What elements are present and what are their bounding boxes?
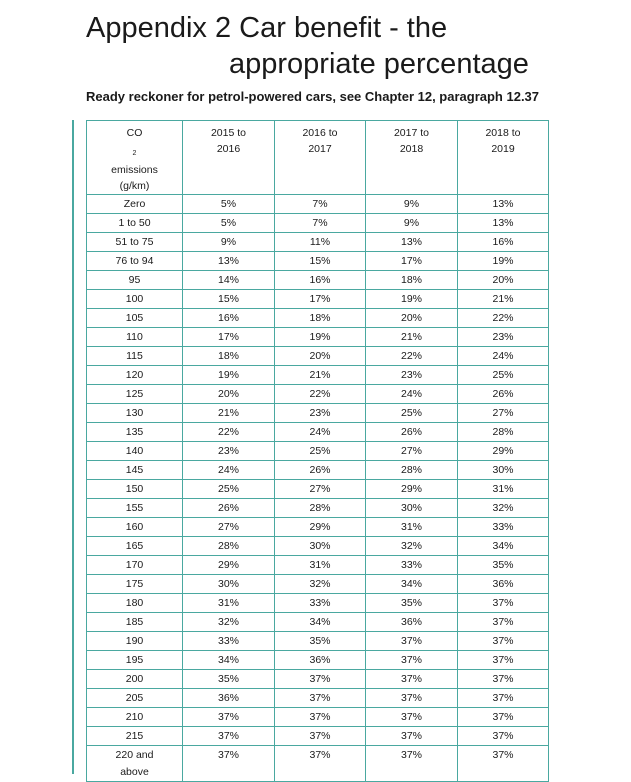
table-row [87, 499, 549, 518]
table-cell: 16% [458, 233, 549, 252]
table-cell: 37% [275, 746, 366, 782]
table-row [87, 670, 549, 689]
table-cell: 37% [275, 670, 366, 689]
table-cell: 25% [366, 404, 458, 423]
header-year-1 [183, 121, 275, 195]
table-row [87, 461, 549, 480]
table-cell: 9% [366, 214, 458, 233]
table-cell: 20% [275, 347, 366, 366]
table-cell: 180 [87, 594, 183, 613]
table-cell: 26% [366, 423, 458, 442]
table-cell: 17% [275, 290, 366, 309]
page-title-line-1: Appendix 2 Car benefit - the [86, 12, 448, 44]
table-cell: 185 [87, 613, 183, 632]
header-year-4 [458, 121, 549, 195]
table-cell: 20% [366, 309, 458, 328]
table-cell: 26% [458, 385, 549, 404]
table-cell: 37% [366, 746, 458, 782]
table-cell: 30% [183, 575, 275, 594]
table-row [87, 594, 549, 613]
table-cell: 22% [183, 423, 275, 442]
table-cell: 34% [458, 537, 549, 556]
table-cell: 13% [458, 214, 549, 233]
table-cell: 37% [458, 670, 549, 689]
table-row [87, 195, 549, 214]
table-cell: 28% [275, 499, 366, 518]
table-cell: 35% [458, 556, 549, 575]
table-cell: 205 [87, 689, 183, 708]
table-cell: 30% [275, 537, 366, 556]
table-cell: 21% [183, 404, 275, 423]
table-cell: 23% [366, 366, 458, 385]
table-row [87, 347, 549, 366]
table-row [87, 708, 549, 727]
table-cell: 140 [87, 442, 183, 461]
table-cell: 23% [275, 404, 366, 423]
table-row-last [87, 746, 549, 782]
page-title [86, 10, 606, 82]
table-cell: 33% [275, 594, 366, 613]
table-row [87, 404, 549, 423]
table-cell: 15% [275, 252, 366, 271]
table-cell: 32% [275, 575, 366, 594]
table-cell: 135 [87, 423, 183, 442]
header-year-2-line-1: 2016 to [302, 127, 338, 139]
table-row [87, 556, 549, 575]
table-cell: 16% [183, 309, 275, 328]
table-cell: 21% [458, 290, 549, 309]
table-cell: 200 [87, 670, 183, 689]
table-cell: 110 [87, 328, 183, 347]
table-cell: 37% [458, 689, 549, 708]
table-cell: 37% [458, 708, 549, 727]
table-cell: 19% [366, 290, 458, 309]
header-year-4-line-2: 2019 [491, 143, 515, 155]
header-co2-emissions [87, 121, 183, 195]
table-cell: 13% [458, 195, 549, 214]
header-co2-subscript: 2 [132, 150, 137, 158]
table-cell: 23% [458, 328, 549, 347]
table-row [87, 518, 549, 537]
table-cell: 24% [366, 385, 458, 404]
table-row [87, 233, 549, 252]
table-cell: 1 to 50 [87, 214, 183, 233]
table-row [87, 366, 549, 385]
table-cell [87, 746, 183, 782]
table-cell: 9% [366, 195, 458, 214]
table-cell: 190 [87, 632, 183, 651]
table-cell: 35% [366, 594, 458, 613]
page-title-line-2: appropriate percentage [229, 48, 529, 80]
table-cell: 36% [275, 651, 366, 670]
header-year-3 [366, 121, 458, 195]
table-cell: 30% [366, 499, 458, 518]
table-cell: 32% [366, 537, 458, 556]
table-cell: 9% [183, 233, 275, 252]
table-cell: 25% [458, 366, 549, 385]
table-cell: 20% [183, 385, 275, 404]
table-cell: 32% [183, 613, 275, 632]
header-year-2 [275, 121, 366, 195]
table-cell: 13% [366, 233, 458, 252]
header-row [87, 121, 549, 195]
table-cell: 37% [458, 613, 549, 632]
table-cell: 19% [275, 328, 366, 347]
table-cell: 18% [183, 347, 275, 366]
table-cell: 19% [458, 252, 549, 271]
table-cell: 27% [275, 480, 366, 499]
table-row [87, 537, 549, 556]
table-row [87, 214, 549, 233]
table-cell: 34% [183, 651, 275, 670]
table-cell: 11% [275, 233, 366, 252]
header-co2: CO [126, 127, 143, 139]
table-cell: 37% [366, 651, 458, 670]
table-cell: 28% [183, 537, 275, 556]
table-cell: 33% [366, 556, 458, 575]
table-cell: 210 [87, 708, 183, 727]
table-cell: 25% [183, 480, 275, 499]
header-year-1-line-2: 2016 [216, 143, 241, 155]
table-cell: 160 [87, 518, 183, 537]
table-cell: 95 [87, 271, 183, 290]
table-cell: 37% [458, 651, 549, 670]
table-cell: 37% [183, 727, 275, 746]
table-cell: 125 [87, 385, 183, 404]
table-cell: 29% [458, 442, 549, 461]
table-row [87, 632, 549, 651]
table-cell: 13% [183, 252, 275, 271]
table-cell: 27% [183, 518, 275, 537]
table-cell: 37% [275, 708, 366, 727]
table-cell: 32% [458, 499, 549, 518]
table-cell: 33% [183, 632, 275, 651]
table-cell: 155 [87, 499, 183, 518]
table-cell: 37% [275, 689, 366, 708]
table-cell: 21% [366, 328, 458, 347]
table-row [87, 575, 549, 594]
table-cell: 36% [366, 613, 458, 632]
table-cell: 26% [275, 461, 366, 480]
table-cell: 37% [366, 670, 458, 689]
table-row [87, 480, 549, 499]
table-caption: Ready reckoner for petrol-powered cars, see Chapter 12, paragraph 12.37 [86, 89, 540, 104]
table-cell: 25% [275, 442, 366, 461]
table-cell: 165 [87, 537, 183, 556]
table-cell: 24% [183, 461, 275, 480]
table-cell: 37% [275, 727, 366, 746]
table-cell: 5% [183, 214, 275, 233]
table-cell: 29% [366, 480, 458, 499]
table-cell: 23% [183, 442, 275, 461]
table-cell: 37% [366, 632, 458, 651]
margin-rule [72, 120, 74, 774]
table-cell: 76 to 94 [87, 252, 183, 271]
table-cell: Zero [87, 195, 183, 214]
table-cell: 14% [183, 271, 275, 290]
table-cell: 51 to 75 [87, 233, 183, 252]
table-cell: 24% [275, 423, 366, 442]
table-cell: 150 [87, 480, 183, 499]
table-cell: 17% [366, 252, 458, 271]
table-row [87, 727, 549, 746]
table-row [87, 252, 549, 271]
table-cell: 28% [458, 423, 549, 442]
table-cell: 37% [458, 746, 549, 782]
header-year-2-line-2: 2017 [308, 143, 332, 155]
table-row [87, 442, 549, 461]
last-row-label-line-2: above [120, 766, 149, 779]
table-cell: 7% [275, 195, 366, 214]
table-cell: 215 [87, 727, 183, 746]
table-cell: 37% [458, 594, 549, 613]
table-cell: 16% [275, 271, 366, 290]
header-year-1-line-1: 2015 to [210, 127, 247, 139]
table-cell: 31% [458, 480, 549, 499]
table-row [87, 290, 549, 309]
header-unit: (g/km) [119, 180, 150, 193]
header-emissions: emissions [111, 164, 158, 177]
table-row [87, 271, 549, 290]
table-cell: 5% [183, 195, 275, 214]
table-cell: 18% [366, 271, 458, 290]
table-row [87, 309, 549, 328]
table-cell: 20% [458, 271, 549, 290]
table-cell: 31% [183, 594, 275, 613]
table-cell: 37% [366, 727, 458, 746]
table-cell: 37% [458, 727, 549, 746]
table-cell: 100 [87, 290, 183, 309]
table-cell: 175 [87, 575, 183, 594]
table-cell: 22% [366, 347, 458, 366]
table-cell: 37% [183, 746, 275, 782]
table-row [87, 423, 549, 442]
table-cell: 105 [87, 309, 183, 328]
table-cell: 15% [183, 290, 275, 309]
table-cell: 37% [366, 689, 458, 708]
table-cell: 115 [87, 347, 183, 366]
table-cell: 19% [183, 366, 275, 385]
table-cell: 35% [183, 670, 275, 689]
table-cell: 170 [87, 556, 183, 575]
table-cell: 34% [275, 613, 366, 632]
table-cell: 29% [275, 518, 366, 537]
table-cell: 35% [275, 632, 366, 651]
table-cell: 21% [275, 366, 366, 385]
table-cell: 36% [458, 575, 549, 594]
table-cell: 31% [275, 556, 366, 575]
car-benefit-table [86, 120, 549, 782]
table-row [87, 328, 549, 347]
table-cell: 27% [366, 442, 458, 461]
table-cell: 37% [366, 708, 458, 727]
table-cell: 22% [275, 385, 366, 404]
table-cell: 34% [366, 575, 458, 594]
table-cell: 145 [87, 461, 183, 480]
header-year-3-line-1: 2017 to [393, 127, 430, 139]
table-cell: 28% [366, 461, 458, 480]
table-cell: 7% [275, 214, 366, 233]
table-row [87, 651, 549, 670]
table-row [87, 689, 549, 708]
table-row [87, 385, 549, 404]
header-year-3-line-2: 2018 [399, 143, 424, 155]
table-cell: 120 [87, 366, 183, 385]
table-cell: 18% [275, 309, 366, 328]
table-cell: 195 [87, 651, 183, 670]
table-cell: 22% [458, 309, 549, 328]
table-cell: 26% [183, 499, 275, 518]
table-cell: 37% [183, 708, 275, 727]
table-cell: 27% [458, 404, 549, 423]
table-cell: 30% [458, 461, 549, 480]
table-cell: 33% [458, 518, 549, 537]
table-cell: 36% [183, 689, 275, 708]
table-cell: 17% [183, 328, 275, 347]
table-cell: 29% [183, 556, 275, 575]
last-row-label-line-1: 220 and [115, 749, 154, 762]
table-cell: 31% [366, 518, 458, 537]
table-cell: 24% [458, 347, 549, 366]
header-year-4-line-1: 2018 to [485, 127, 521, 139]
table-cell: 130 [87, 404, 183, 423]
table-cell: 37% [458, 632, 549, 651]
table-row [87, 613, 549, 632]
